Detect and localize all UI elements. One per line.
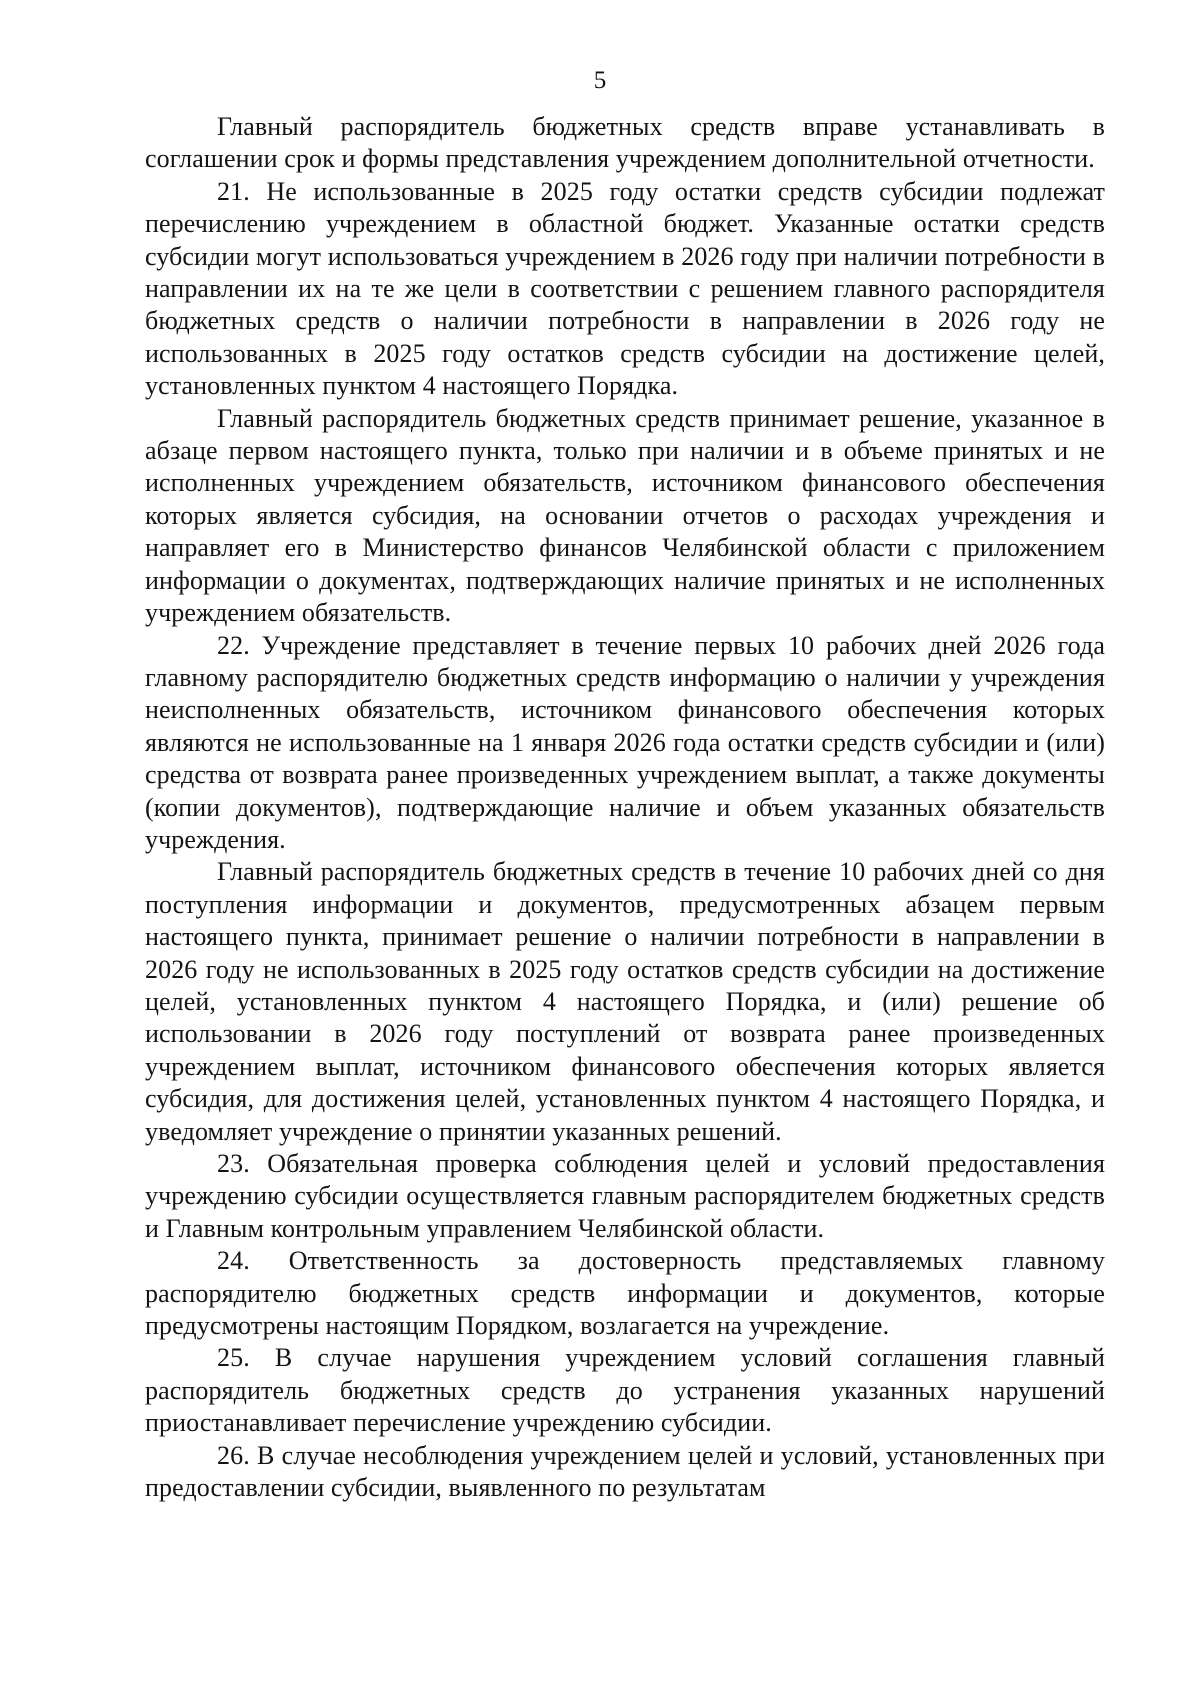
paragraph-clause-25: 25. В случае нарушения учреждением условий соглашения главный распорядитель бюджетных средств до устранения указанных нарушений приостанавливает перечисление учреждению субсидии. bbox=[145, 1343, 1105, 1438]
paragraph-clause-21-decision: Главный распорядитель бюджетных средств принимает решение, указанное в абзаце первом настоящего пункта, только при наличии и в объеме принятых и не исполненных учреждением обязательств, источником финансового обеспечения которых является субсидия, на основании отчетов о расходах учреждения и направляет его в Министерство финансов Челябинской области с приложением информации о документах, подтверждающих наличие принятых и не исполненных учреждением обязательств. bbox=[145, 403, 1105, 628]
paragraph-clause-26: 26. В случае несоблюдения учреждением целей и условий, установленных при предоставлении субсидии, выявленного по результатам bbox=[145, 1440, 1105, 1503]
paragraph-reporting-terms: Главный распорядитель бюджетных средств вправе устанавливать в соглашении срок и формы представления учреждением дополнительной отчетности. bbox=[145, 112, 1105, 174]
page-number: 5 bbox=[593, 67, 607, 94]
document-body bbox=[145, 111, 1105, 1504]
paragraph-clause-24: 24. Ответственность за достоверность представляемых главному распорядителю бюджетных средств информации и документов, которые предусмотрены настоящим Порядком, возлагается на учреждение. bbox=[145, 1246, 1105, 1341]
paragraph-clause-22: 22. Учреждение представляет в течение первых 10 рабочих дней 2026 года главному распорядителю бюджетных средств информацию о наличии у учреждения неисполненных обязательств, источником финансового обеспечения которых являются не использованные на 1 января 2026 года остатки средств субсидии и (или) средства от возврата ранее произведенных учреждением выплат, а также документы (копии документов), подтверждающие наличие и объем указанных обязательств учреждения. bbox=[145, 630, 1105, 854]
paragraph-clause-23: 23. Обязательная проверка соблюдения целей и условий предоставления учреждению субсидии осуществляется главным распорядителем бюджетных средств и Главным контрольным управлением Челябинской области. bbox=[145, 1149, 1105, 1243]
paragraph-clause-21: 21. Не использованные в 2025 году остатки средств субсидии подлежат перечислению учреждением в областной бюджет. Указанные остатки средств субсидии могут использоваться учреждением в 2026 году при наличии потребности в направлении их на те же цели в соответствии с решением главного распорядителя бюджетных средств о наличии потребности в направлении в 2026 году не использованных в 2025 году остатков средств субсидии на достижение целей, установленных пунктом 4 настоящего Порядка. bbox=[145, 176, 1105, 401]
paragraph-clause-22-decision: Главный распорядитель бюджетных средств в течение 10 рабочих дней со дня поступления информации и документов, предусмотренных абзацем первым настоящего пункта, принимает решение о наличии потребности в направлении в 2026 году не использованных в 2025 году остатков средств субсидии на достижение целей, установленных пунктом 4 настоящего Порядка, и (или) решение об использовании в 2026 году поступлений от возврата ранее произведенных учреждением выплат, источником финансового обеспечения которых является субсидия, для достижения целей, установленных пунктом 4 настоящего Порядка, и уведомляет учреждение о принятии указанных решений. bbox=[145, 857, 1105, 1146]
